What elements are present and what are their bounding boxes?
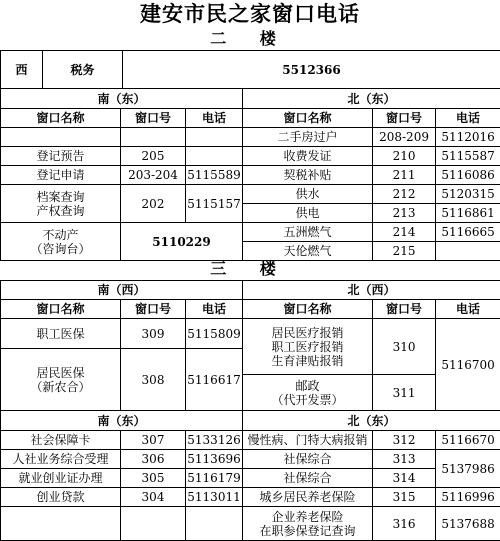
table-cell: 314 [373, 469, 436, 488]
table-cell: 登记申请 [1, 166, 121, 185]
floor-3-table [0, 280, 500, 541]
col-phone: 电话 [186, 109, 243, 128]
col-window-name: 窗口名称 [1, 109, 121, 128]
cell-line: 居民医疗报销 [272, 326, 344, 340]
table-cell: 5116179 [186, 469, 243, 488]
table-cell [186, 147, 243, 166]
col-window-name: 窗口名称 [243, 300, 373, 319]
table-cell: 208-209 [373, 128, 436, 147]
table-cell: 5116996 [436, 488, 500, 507]
south-east-header: 南（东） [1, 411, 243, 431]
table-cell: 就业创业证办理 [1, 469, 121, 488]
realty-phone: 5110229 [121, 223, 243, 261]
tax-phone: 5512366 [123, 51, 500, 89]
col-window-no: 窗口号 [121, 300, 186, 319]
table-cell: 5116617 [186, 349, 243, 411]
table-cell: 五洲燃气 [243, 223, 373, 242]
cell-line: 不动产 [42, 228, 78, 242]
table-cell: 5115589 [186, 166, 243, 185]
table-cell: 城乡居民养老保险 [243, 488, 373, 507]
col-window-no: 窗口号 [373, 300, 436, 319]
table-cell: 316 [373, 507, 436, 541]
table-cell [1, 223, 121, 261]
cell-line: 生育津贴报销 [272, 354, 344, 368]
table-cell: 5115587 [436, 147, 500, 166]
table-cell: 205 [121, 147, 186, 166]
table-cell: 313 [373, 450, 436, 469]
table-cell: 5112016 [436, 128, 500, 147]
cell-line: 企业养老保险 [272, 510, 344, 524]
table-cell: 310 [373, 319, 436, 375]
table-cell: 203-204 [121, 166, 186, 185]
south-east-header: 南（东） [1, 89, 243, 109]
cell-line: 档案查询 [36, 190, 84, 204]
floor-2-heading: 二 楼 [0, 29, 500, 49]
cell-line: （新农合） [30, 380, 90, 394]
cell-line: （代开发票） [272, 393, 344, 407]
table-cell: 慢性病、门特大病报销 [243, 431, 373, 450]
table-cell: 社保综合 [243, 450, 373, 469]
table-cell [243, 375, 373, 411]
table-cell: 213 [373, 204, 436, 223]
col-phone: 电话 [186, 300, 243, 319]
table-cell: 5115157 [186, 185, 243, 223]
table-cell [186, 507, 243, 541]
north-east-header: 北（东） [243, 411, 500, 431]
table-cell: 登记预告 [1, 147, 121, 166]
tax-side: 西 [1, 51, 43, 89]
table-cell: 创业贷款 [1, 488, 121, 507]
table-cell: 312 [373, 431, 436, 450]
cell-line: 职工医疗报销 [272, 340, 344, 354]
floor-3-heading: 三 楼 [0, 259, 500, 279]
col-phone: 电话 [436, 300, 500, 319]
table-cell: 214 [373, 223, 436, 242]
col-phone: 电话 [436, 109, 500, 128]
table-cell: 211 [373, 166, 436, 185]
table-cell: 304 [121, 488, 186, 507]
table-cell: 202 [121, 185, 186, 223]
table-cell: 5115809 [186, 319, 243, 349]
table-cell: 收费发证 [243, 147, 373, 166]
floor-2-table [0, 88, 500, 261]
cell-line: 居民医保 [36, 366, 84, 380]
table-cell: 供电 [243, 204, 373, 223]
table-cell: 二手房过户 [243, 128, 373, 147]
table-cell: 供水 [243, 185, 373, 204]
table-cell: 210 [373, 147, 436, 166]
table-cell: 306 [121, 450, 186, 469]
table-cell [1, 349, 121, 411]
table-cell [436, 242, 500, 261]
table-cell [186, 128, 243, 147]
table-cell [121, 128, 186, 147]
north-west-header: 北（西） [243, 281, 500, 300]
table-cell: 315 [373, 488, 436, 507]
table-cell: 309 [121, 319, 186, 349]
table-cell: 天伦燃气 [243, 242, 373, 261]
table-cell: 社会保障卡 [1, 431, 121, 450]
table-cell: 311 [373, 375, 436, 411]
table-cell [243, 319, 373, 375]
table-cell: 5133126 [186, 431, 243, 450]
cell-line: 邮政 [296, 379, 320, 393]
cell-line: 产权查询 [36, 204, 84, 218]
page-title: 建安市民之家窗口电话 [0, 0, 500, 28]
table-cell [1, 128, 121, 147]
table-cell: 308 [121, 349, 186, 411]
table-cell: 5116670 [436, 431, 500, 450]
col-window-no: 窗口号 [373, 109, 436, 128]
table-cell: 5116700 [436, 319, 500, 411]
table-cell: 5120315 [436, 185, 500, 204]
cell-line: 在职参保登记查询 [260, 524, 356, 538]
table-cell: 5137986 [436, 450, 500, 488]
table-cell: 社保综合 [243, 469, 373, 488]
table-cell: 5113011 [186, 488, 243, 507]
cell-line: （咨询台） [30, 242, 90, 256]
table-cell: 215 [373, 242, 436, 261]
col-window-no: 窗口号 [121, 109, 186, 128]
table-cell: 5116665 [436, 223, 500, 242]
table-cell: 5116086 [436, 166, 500, 185]
table-cell: 职工医保 [1, 319, 121, 349]
table-cell: 307 [121, 431, 186, 450]
south-west-header: 南（西） [1, 281, 243, 300]
table-cell [243, 507, 373, 541]
table-cell: 5113696 [186, 450, 243, 469]
table-cell [1, 185, 121, 223]
table-cell: 人社业务综合受理 [1, 450, 121, 469]
table-cell [1, 507, 121, 541]
table-cell: 5116861 [436, 204, 500, 223]
tax-name: 税务 [43, 51, 123, 89]
tax-table [0, 50, 500, 89]
table-cell: 212 [373, 185, 436, 204]
table-cell: 契税补贴 [243, 166, 373, 185]
north-east-header: 北（东） [243, 89, 500, 109]
table-cell: 305 [121, 469, 186, 488]
col-window-name: 窗口名称 [243, 109, 373, 128]
table-cell: 5137688 [436, 507, 500, 541]
table-cell [121, 507, 186, 541]
col-window-name: 窗口名称 [1, 300, 121, 319]
